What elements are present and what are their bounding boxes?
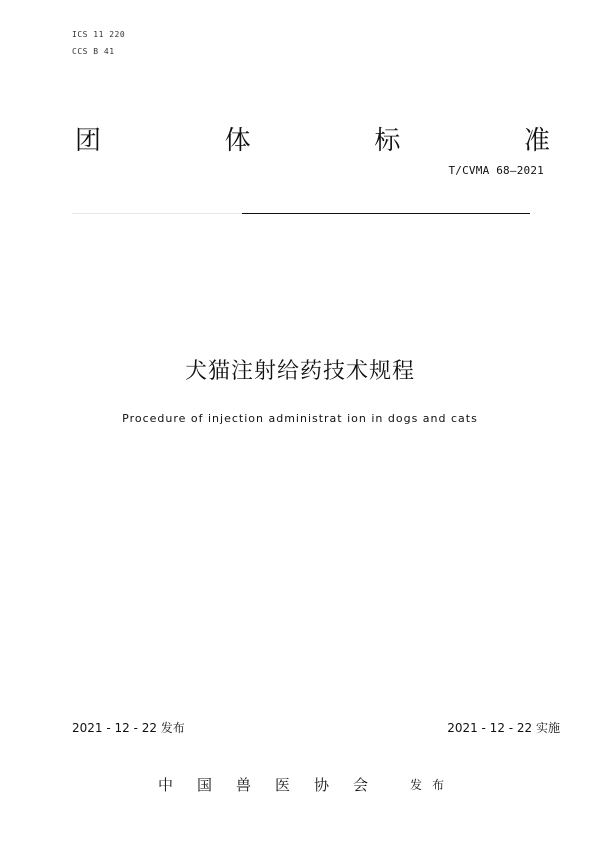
standard-type-char: 标 bbox=[374, 126, 401, 156]
standard-number: T/CVMA 68—2021 bbox=[448, 164, 544, 177]
header-divider-faint bbox=[72, 213, 242, 214]
document-title-chinese: 犬猫注射给药技术规程 bbox=[184, 359, 415, 384]
document-title-english: Procedure of injection administrat ion in dogs and cats bbox=[122, 412, 478, 425]
standard-type-heading bbox=[75, 120, 550, 157]
standard-type-char: 团 bbox=[75, 126, 102, 156]
release-date: 2021 - 12 - 22 发布 bbox=[72, 721, 185, 735]
implementation-date: 2021 - 12 - 22 实施 bbox=[447, 721, 560, 735]
ccs-code: CCS B 41 bbox=[72, 47, 115, 56]
publish-label: 发布 bbox=[410, 778, 455, 792]
standard-type-char: 准 bbox=[523, 126, 550, 156]
publisher-name: 中国兽医协会 bbox=[158, 776, 393, 794]
ics-code: ICS 11 220 bbox=[72, 30, 126, 39]
header-divider bbox=[242, 213, 530, 214]
standard-type-char: 体 bbox=[224, 126, 251, 156]
